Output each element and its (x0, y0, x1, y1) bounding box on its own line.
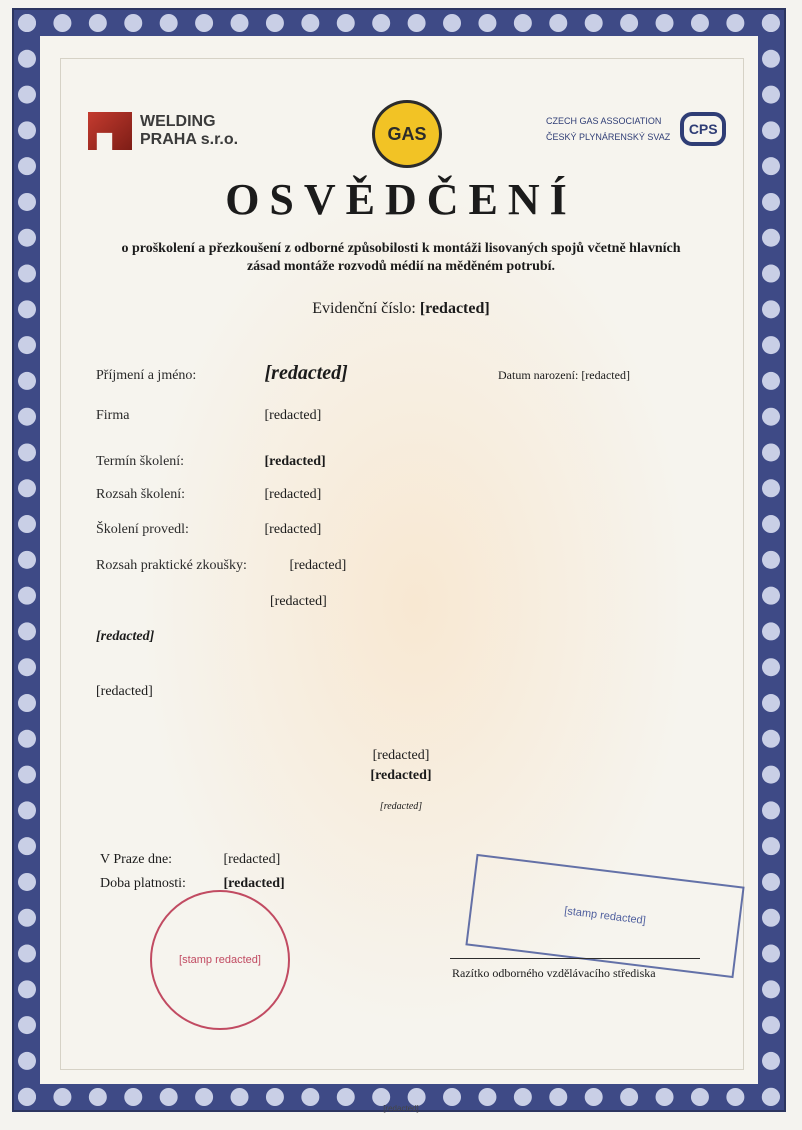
training-provider-row (96, 522, 321, 538)
dob-row (498, 368, 630, 383)
practical-label: Rozsah praktické zkoušky: (96, 558, 247, 573)
italic-note: [redacted] (96, 629, 155, 644)
company-value: [redacted] (264, 408, 322, 423)
cgs-logo (546, 112, 742, 146)
training-scope-value: [redacted] (264, 487, 322, 502)
signature-line (450, 958, 700, 959)
stamp-left (150, 890, 290, 1030)
certificate-subtitle: o proškolení a přezkoušení z odborné způsobilosti k montáži lisovaných spojů včetně hlavních zásad montáže rozvodů médií na měděném potrubí. (121, 241, 681, 274)
company-row (96, 408, 321, 424)
training-date-row (96, 454, 326, 470)
name-value: [redacted] (264, 362, 348, 384)
validity-value: [redacted] (223, 876, 285, 891)
evaluation-line: [redacted] (372, 748, 430, 763)
validity-row (100, 876, 285, 892)
training-date-label: Termín školení: (96, 454, 185, 469)
practical-row-b (270, 594, 327, 610)
welding-praha-mark-icon (88, 112, 132, 150)
practical-row-a (96, 558, 346, 574)
cgs-text: CZECH GAS ASSOCIATION ČESKÝ PLYNÁRENSKÝ SVAZ (546, 116, 671, 142)
place-date-value: [redacted] (223, 852, 281, 867)
name-label: Příjmení a jméno: (96, 368, 197, 383)
training-provider-label: Školení provedl: (96, 522, 189, 537)
stamp-left-placeholder: [stamp redacted] (179, 954, 261, 966)
company-label: Firma (96, 408, 130, 423)
dob-label: Datum narození: (498, 368, 579, 382)
signature-label: Razítko odborného vzdělávacího střediska (452, 966, 656, 980)
training-scope-row (96, 487, 321, 503)
certificate-title: OSVĚDČENÍ (225, 175, 577, 224)
practical-b-value: [redacted] (270, 594, 327, 609)
stamp-right-placeholder: [stamp redacted] (563, 905, 647, 927)
welding-praha-brand-text: WELDING PRAHA s.r.o. (140, 113, 239, 148)
training-provider-value: [redacted] (264, 522, 322, 537)
dob-value: [redacted] (581, 368, 630, 382)
printer-footer: [redacted] (383, 1104, 419, 1113)
place-date-label: V Praze dne: (100, 852, 173, 867)
place-date-row (100, 852, 280, 868)
fine-print: [redacted] (379, 801, 423, 812)
gas-logo: GAS (372, 100, 442, 168)
validity-label: Doba platnosti: (100, 876, 186, 891)
evidence-number: Evidenční číslo: [redacted] (312, 300, 490, 317)
training-date-value: [redacted] (264, 454, 326, 469)
exam-device: [redacted] (96, 684, 153, 699)
cgs-emblem-icon: CPS (680, 112, 726, 146)
name-row (96, 362, 348, 385)
training-scope-label: Rozsah školení: (96, 487, 186, 502)
practical-a-value: [redacted] (289, 558, 347, 573)
welding-praha-logo (88, 112, 238, 150)
points-line: [redacted] (370, 768, 432, 783)
